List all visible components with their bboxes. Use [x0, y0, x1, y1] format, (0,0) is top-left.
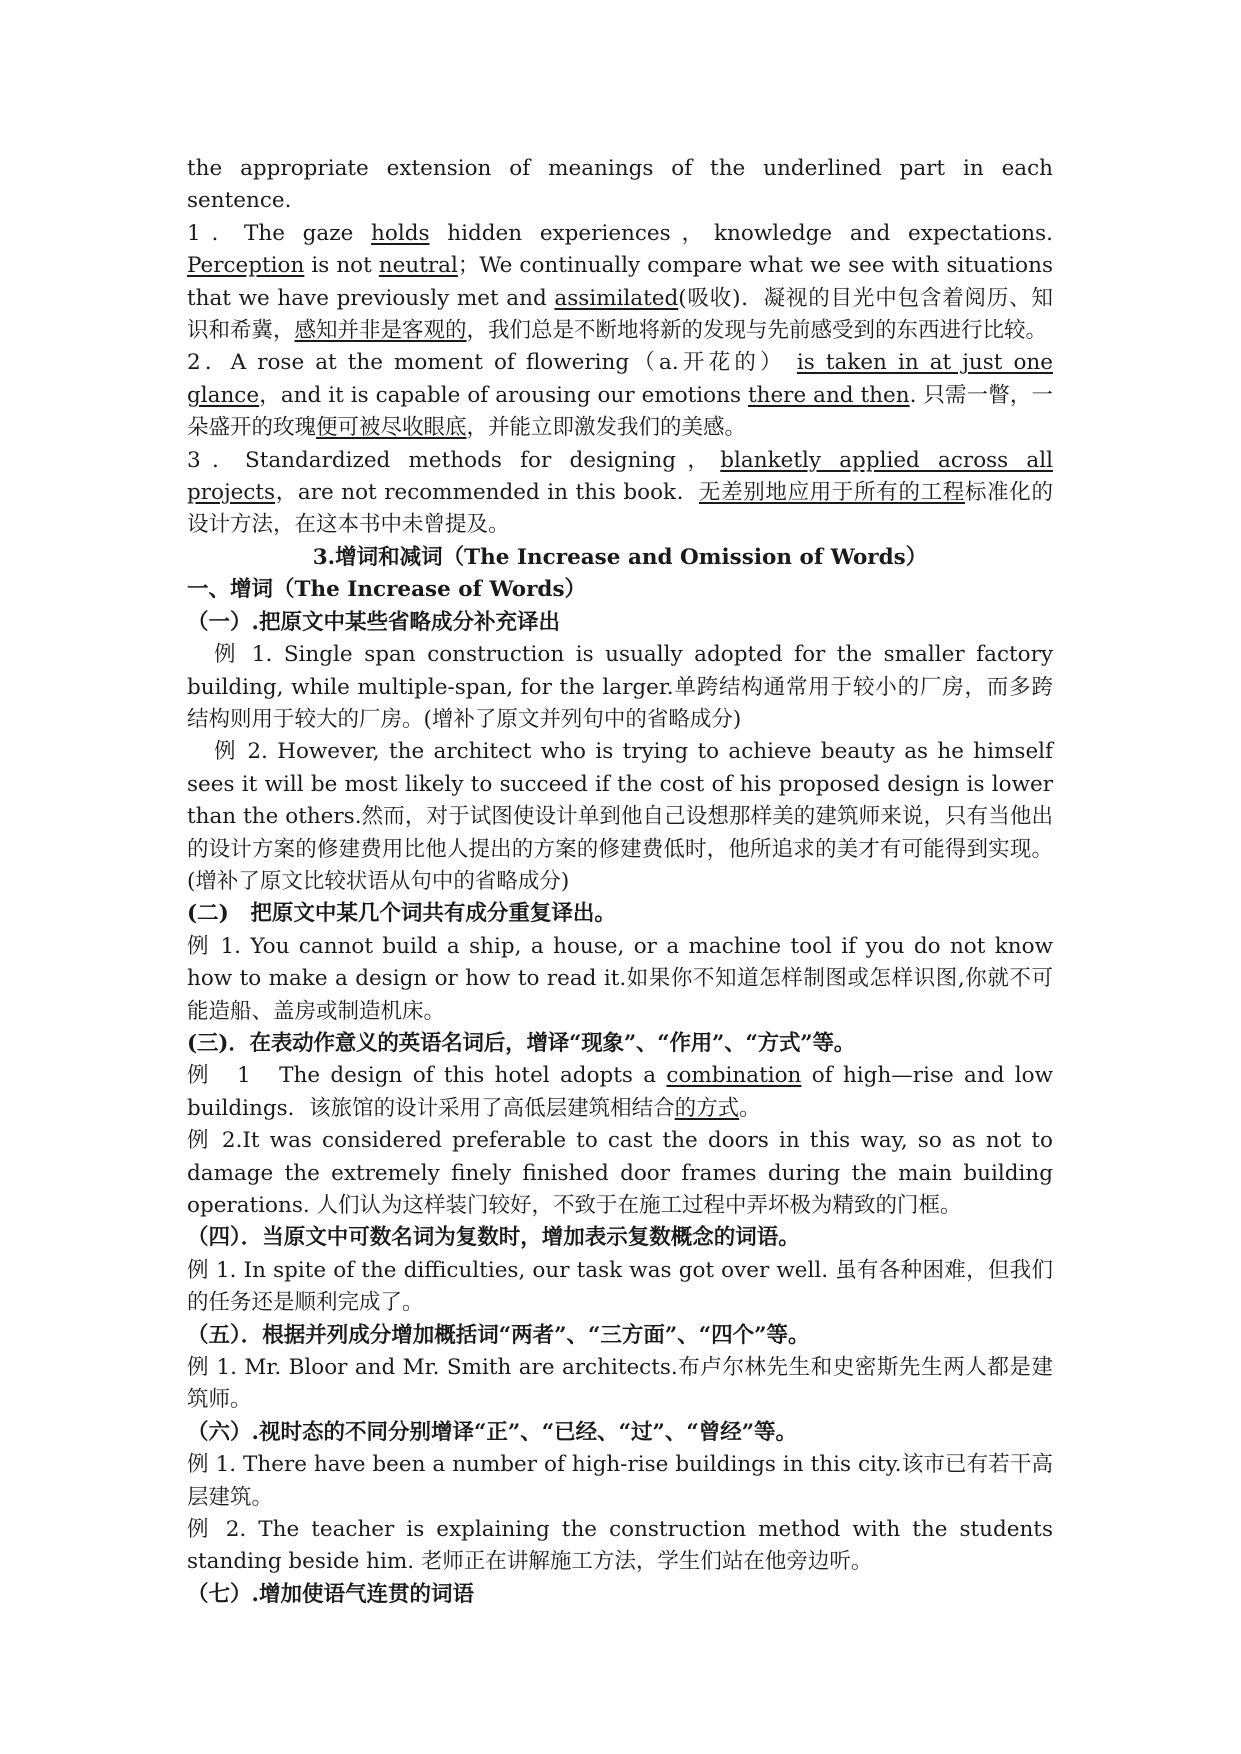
s1-underline-holds: holds — [371, 220, 430, 246]
sec6-example-1: 例 1. There have been a number of high-rise buildings in this city.该市已有若干高层建筑。 — [187, 1452, 1053, 1510]
s2-underline-there-and-then: there and then — [747, 382, 910, 408]
sec1-example-2: 例 2. However, the architect who is trying to achieve beauty as he himself sees it will be most likely to succeed if the cost of his proposed design is lower than the others.然而，对于试图使设计单到他自己设想那样美的建筑师来说，只有当他出的设计方案的修建费用比他人提出的方案的修建费低时，他所追求的美才有可能得到实现。 (增补了原文比较状语从句中的省略成分) — [187, 739, 1053, 894]
sec4-example-1: 例 1. In spite of the difficulties, our task was got over well. 虽有各种困难，但我们的任务还是顺利完成了。 — [187, 1257, 1053, 1316]
sec6-example-2: 例 2. The teacher is explaining the construction method with the students standing beside him. 老师正在讲解施工方法，学生们站在他旁边听。 — [187, 1517, 1053, 1575]
s2-text-g: ，并能立即激发我们的美感。 — [466, 415, 747, 441]
s2-underline-glance: is taken in at just one glance — [187, 350, 1053, 408]
sentence-1 — [187, 218, 1053, 348]
sec4-title: （四）．当原文中可数名词为复数时，增加表示复数概念的词语。 — [187, 1225, 800, 1251]
s3-underline-blanketly: blanketly applied across all projects — [187, 447, 1053, 506]
sentence-2 — [187, 347, 1053, 444]
sec5-example-1: 例 1. Mr. Bloor and Mr. Smith are architects.布卢尔林先生和史密斯先生两人都是建筑师。 — [187, 1355, 1053, 1413]
sec3-ex1-c: of high—rise and low buildings．该旅馆的设计采用了高低层建筑相结合 — [187, 1063, 1053, 1121]
s1-underline-neutral: neutral — [378, 253, 458, 279]
s1-underline-chinese: 感知并非是客观的 — [294, 318, 467, 344]
s3-text-a: 3．Standardized methods for designing， — [187, 447, 721, 473]
sec3-example-1 — [187, 1060, 1053, 1125]
document-body — [187, 153, 1053, 1611]
s2-text-e: . 只需一瞥，一朵盛开的玫瑰 — [187, 382, 1054, 441]
sec6-title: （六）.视时态的不同分别增译“正”、“已经、“过”、“曾经”等。 — [187, 1419, 798, 1445]
s3-text-c: ，are not recommended in this book． — [275, 480, 699, 506]
sec5-title: （五）．根据并列成分增加概括词“两者”、“三方面”、“四个”等。 — [187, 1322, 810, 1348]
sec7-title: （七）.增加使语气连贯的词语 — [187, 1581, 474, 1607]
sec2-example-1: 例 1. You cannot build a ship, a house, or a machine tool if you do not know how to make a design or how to read it.如果你不知道怎样制图或怎样识图,你就不可能造船、盖房或制造机床。 — [187, 933, 1053, 1024]
sec3-title: (三)．在表动作意义的英语名词后，增译“现象”、“作用”、“方式”等。 — [187, 1030, 856, 1056]
sec3-example-2: 例 2.It was considered preferable to cast the doors in this way, so as not to damage the extremely finely finished door frames during the main building operations. 人们认为这样装门较好，不致于在施工过程中弄坏极为精致的门框。 — [187, 1128, 1053, 1218]
s1-text-a: 1．The gaze — [187, 220, 372, 246]
sec2-title: (二) 把原文中某几个词共有成分重复译出。 — [187, 901, 616, 927]
s3-text-e: 标准化的设计方法，在这本书中未曾提及。 — [187, 480, 1053, 538]
s2-text-a: 2．A rose at the moment of flowering（a.开花的） — [187, 350, 797, 376]
s1-text-e: is not — [304, 253, 379, 279]
s1-text-c: hidden experiences，knowledge and expectations. — [429, 220, 1054, 246]
s1-text-k: ，我们总是不断地将新的发现与先前感受到的东西进行比较。 — [466, 318, 1048, 344]
sec3-underline-combination: combination — [666, 1063, 802, 1089]
sec3-underline-chinese: 的方式 — [674, 1095, 740, 1121]
s1-text-i: (吸收)．凝视的目光中包含着阅历、知识和希冀， — [187, 285, 1053, 344]
sec3-ex1-e: 。 — [739, 1095, 761, 1121]
sec1-title: （一）.把原文中某些省略成分补充译出 — [187, 609, 560, 635]
s1-text-g: ；We continually compare what we see with situations that we have previously met and — [187, 253, 1053, 311]
sec3-ex1-a: 例 1 The design of this hotel adopts a — [187, 1063, 667, 1089]
sec1-example-1: 例 1. Single span construction is usually adopted for the smaller factory building, while multiple-span, for the larger.单跨结构通常用于较小的厂房，而多跨结构则用于较大的厂房。(增补了原文并列句中的省略成分) — [187, 642, 1053, 732]
intro-line: the appropriate extension of meanings of the underlined part in each sentence. — [187, 156, 1053, 214]
s2-text-c: ，and it is capable of arousing our emotions — [259, 382, 748, 408]
s1-underline-perception: Perception — [187, 253, 305, 279]
s1-underline-assimilated: assimilated — [554, 285, 679, 311]
s3-underline-chinese: 无差别地应用于所有的工程 — [698, 480, 965, 506]
sentence-3 — [187, 445, 1053, 542]
subsection-heading: 一、增词（The Increase of Words） — [187, 577, 587, 603]
s2-underline-chinese: 便可被尽收眼底 — [316, 415, 467, 441]
section-heading: 3.增词和减词（The Increase and Omission of Words） — [312, 544, 928, 570]
